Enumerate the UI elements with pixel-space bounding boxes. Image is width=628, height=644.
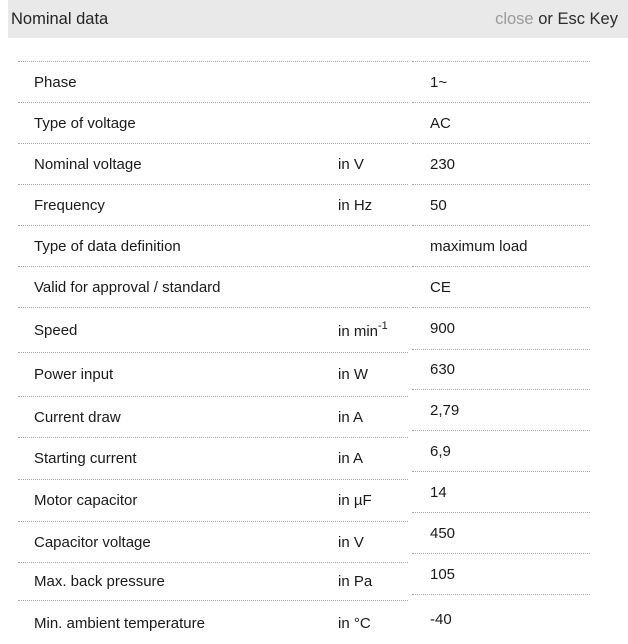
row-value: -40 (430, 611, 452, 628)
value-column (412, 61, 590, 644)
row-unit-text: in A (338, 408, 364, 426)
row-value: 900 (430, 320, 456, 337)
row-label: Frequency (34, 196, 105, 214)
table-row-value (412, 594, 590, 644)
table-row (18, 521, 408, 562)
row-value: 450 (430, 524, 456, 542)
row-unit (338, 197, 372, 214)
row-label: Phase (34, 73, 77, 91)
esc-key-hint: or Esc Key (533, 9, 618, 28)
row-label: Capacitor voltage (34, 533, 151, 551)
row-label: Min. ambient temperature (34, 615, 205, 632)
dialog-title: Nominal data (11, 9, 109, 28)
table-row-value (412, 61, 590, 102)
close-controls (495, 10, 618, 29)
row-unit (338, 366, 368, 383)
label-unit-column (18, 61, 408, 644)
row-value: 2,79 (430, 401, 460, 419)
table-row (18, 184, 408, 225)
row-value: maximum load (430, 237, 528, 255)
row-label: Power input (34, 366, 114, 383)
table-row-value (412, 225, 590, 266)
row-value: AC (430, 114, 451, 132)
table-row (18, 266, 408, 307)
row-label: Current draw (34, 408, 121, 426)
row-value: 230 (430, 155, 456, 173)
table-row (18, 225, 408, 266)
row-value: 50 (430, 196, 447, 214)
row-label: Speed (34, 321, 78, 339)
nominal-data-table (18, 61, 590, 644)
row-value: 105 (430, 565, 456, 583)
row-label: Type of data definition (34, 237, 181, 255)
row-unit (338, 156, 364, 173)
row-label: Nominal voltage (34, 155, 142, 173)
row-value: CE (430, 278, 451, 296)
table-row (18, 352, 408, 396)
row-unit (338, 534, 364, 551)
row-unit (338, 492, 372, 509)
row-unit (338, 450, 363, 467)
table-row (18, 396, 408, 437)
table-row-value (412, 471, 590, 512)
row-unit-text: in V (338, 533, 364, 551)
table-row (18, 437, 408, 479)
table-row-value (412, 184, 590, 225)
row-unit-text: in W (338, 366, 368, 383)
row-unit-superscript: -1 (378, 319, 388, 332)
table-row-value (412, 349, 590, 389)
row-unit-text: in V (338, 155, 364, 173)
row-value: 6,9 (430, 442, 451, 460)
table-row (18, 307, 408, 352)
row-unit-text: in A (338, 450, 364, 467)
table-row (18, 600, 408, 644)
table-row-value (412, 143, 590, 184)
table-row (18, 143, 408, 184)
table-row (18, 102, 408, 143)
row-unit-text: in Pa (338, 573, 373, 590)
table-row (18, 479, 408, 521)
row-unit-text: in Hz (338, 196, 373, 214)
table-row-value (412, 307, 590, 349)
row-label: Valid for approval / standard (34, 278, 221, 296)
row-label: Starting current (34, 450, 137, 467)
table-row-value (412, 266, 590, 307)
row-value: 14 (430, 483, 447, 501)
table-row-value (412, 102, 590, 143)
row-unit (338, 615, 371, 632)
row-label: Motor capacitor (34, 492, 138, 509)
table-row-value (412, 389, 590, 430)
row-unit-text: in °C (338, 615, 371, 632)
row-value: 1~ (430, 73, 448, 91)
table-row-value (412, 430, 590, 471)
row-unit-text: in µF (338, 492, 372, 509)
table-row (18, 562, 408, 600)
row-unit-text: in min (338, 322, 379, 340)
table-row-value (412, 553, 590, 594)
row-unit (338, 409, 363, 426)
table-row-value (412, 512, 590, 553)
table-row (18, 61, 408, 102)
row-unit (338, 321, 388, 340)
row-label: Max. back pressure (34, 573, 165, 590)
dialog-header (8, 0, 628, 38)
row-unit (338, 573, 372, 590)
close-link[interactable]: close (495, 9, 534, 28)
row-label: Type of voltage (34, 114, 136, 132)
row-value: 630 (430, 361, 456, 378)
